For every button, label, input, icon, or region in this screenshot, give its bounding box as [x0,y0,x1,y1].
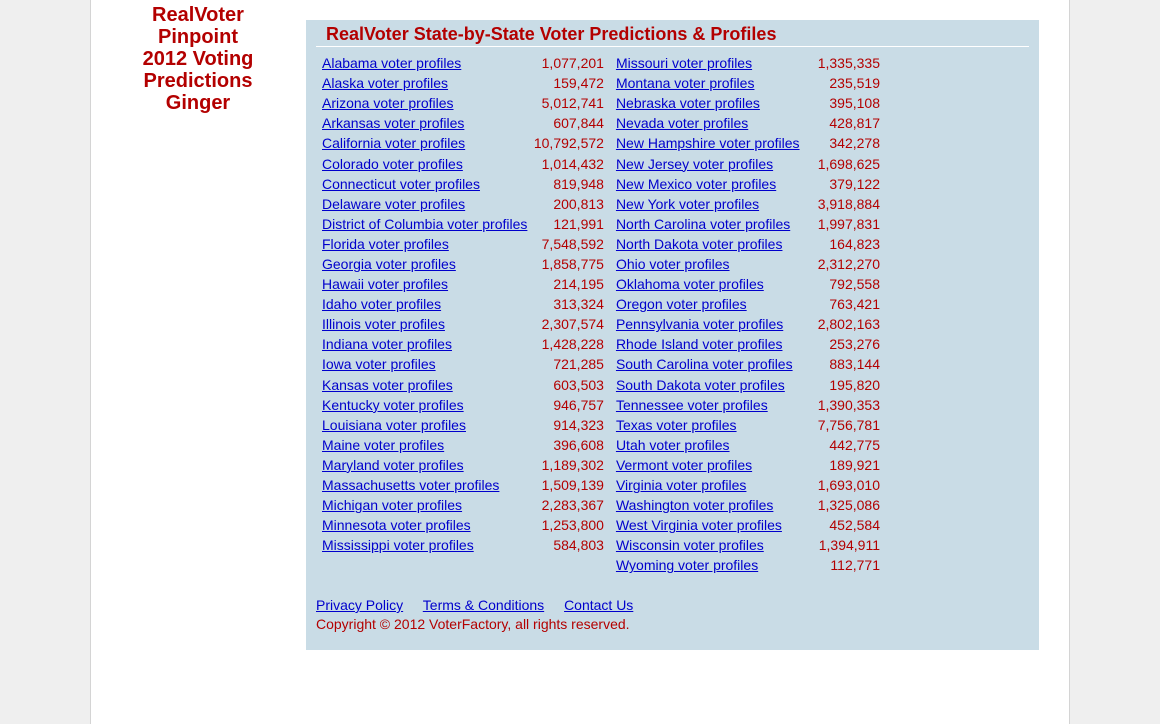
privacy-policy-link[interactable]: Privacy Policy [316,597,404,613]
voter-count: 379,122 [829,175,880,192]
voter-count: 200,813 [553,195,604,212]
state-link-cell [614,113,816,133]
state-profile-link[interactable]: Montana voter profiles [615,75,755,92]
table-row [320,153,890,173]
state-profile-link[interactable]: Alaska voter profiles [322,75,449,92]
state-profile-link[interactable]: Minnesota voter profiles [322,517,471,534]
contact-us-link[interactable]: Contact Us [564,597,634,613]
voter-count-cell [532,53,614,73]
state-link-cell [614,254,816,274]
voter-count: 1,698,625 [817,155,880,172]
state-link-cell [320,214,532,234]
voter-count: 792,558 [829,276,880,293]
state-profile-link[interactable]: Florida voter profiles [322,235,449,252]
state-profile-link[interactable]: Kansas voter profiles [322,376,453,393]
voter-count: 1,858,775 [541,255,604,272]
table-row [320,234,890,254]
brand-line: 2012 Voting [142,48,254,70]
voter-count-cell [816,194,890,214]
state-profile-link[interactable]: Arkansas voter profiles [322,115,465,132]
states-table [320,53,890,575]
voter-count-cell [532,555,614,575]
voter-count: 946,757 [553,396,604,413]
voter-count-cell [532,475,614,495]
voter-count-cell [816,234,890,254]
state-link-cell [614,294,816,314]
state-profile-link[interactable]: New Hampshire voter profiles [615,135,800,152]
state-link-cell [320,354,532,374]
state-link-cell [614,133,816,153]
voter-count-cell [816,93,890,113]
state-profile-link[interactable]: Tennessee voter profiles [615,396,768,413]
voter-count-cell [816,395,890,415]
voter-count: 1,509,139 [541,477,604,494]
voter-count: 1,325,086 [817,497,880,514]
voter-count: 195,820 [829,376,880,393]
state-link-cell [614,475,816,495]
state-link-cell [614,395,816,415]
state-profile-link[interactable]: Idaho voter profiles [322,296,442,313]
voter-count-cell [532,535,614,555]
table-row [320,455,890,475]
voter-count-cell [532,515,614,535]
state-link-cell [614,214,816,234]
voter-count-cell [816,214,890,234]
voter-count-cell [816,455,890,475]
state-profile-link[interactable]: Arizona voter profiles [322,95,454,112]
voter-count-cell [532,395,614,415]
state-link-cell [320,555,532,575]
voter-count-cell [816,515,890,535]
voter-count: 763,421 [829,296,880,313]
state-link-cell [320,53,532,73]
table-row [320,375,890,395]
voter-count: 1,428,228 [541,336,604,353]
voter-count-cell [816,334,890,354]
voter-count-cell [816,495,890,515]
state-link-cell [320,93,532,113]
voter-count: 159,472 [553,75,604,92]
state-link-cell [320,334,532,354]
state-link-cell [614,194,816,214]
state-profile-link[interactable]: Iowa voter profiles [322,356,436,373]
state-profile-link[interactable]: Connecticut voter profiles [322,175,480,192]
voter-count-cell [532,174,614,194]
voter-count: 1,394,911 [818,537,880,554]
state-link-cell [614,354,816,374]
state-profile-link[interactable]: Vermont voter profiles [615,456,753,473]
state-profile-link[interactable]: Virginia voter profiles [615,477,747,494]
state-profile-link[interactable]: North Dakota voter profiles [615,235,783,252]
voter-count: 189,921 [829,456,880,473]
state-link-cell [614,455,816,475]
table-row [320,334,890,354]
state-profile-link[interactable]: Hawaii voter profiles [322,276,449,293]
voter-count: 914,323 [553,416,604,433]
voter-count: 428,817 [829,115,880,132]
state-link-cell [320,415,532,435]
table-row [320,314,890,334]
voter-count: 2,307,574 [541,316,604,333]
state-link-cell [614,334,816,354]
voter-count-cell [816,555,890,575]
state-link-cell [320,234,532,254]
table-row [320,475,890,495]
state-profile-link[interactable]: Wyoming voter profiles [615,557,759,574]
state-link-cell [320,194,532,214]
state-profile-link[interactable]: Alabama voter profiles [322,55,462,72]
state-profile-link[interactable]: District of Columbia voter profiles [322,215,528,232]
voter-count-cell [532,495,614,515]
state-profile-link[interactable]: Kentucky voter profiles [322,396,464,413]
state-profile-link[interactable]: Nevada voter profiles [615,115,749,132]
state-profile-link[interactable]: New York voter profiles [615,195,760,212]
state-profile-link[interactable]: Illinois voter profiles [322,316,445,333]
state-link-cell [320,455,532,475]
voter-count: 1,335,335 [817,55,880,72]
table-row [320,354,890,374]
copyright-text: Copyright © 2012 VoterFactory, all rights reserved. [316,616,630,632]
voter-count-cell [532,254,614,274]
voter-count: 1,997,831 [817,215,880,232]
state-link-cell [614,415,816,435]
brand-line: Pinpoint [158,26,238,48]
voter-count-cell [532,294,614,314]
table-row [320,435,890,455]
voter-count-cell [532,435,614,455]
table-row [320,113,890,133]
state-link-cell [320,174,532,194]
voter-count-cell [816,274,890,294]
voter-count: 603,503 [553,376,604,393]
state-profile-link[interactable]: Michigan voter profiles [322,497,463,514]
voter-count: 396,608 [553,436,604,453]
state-link-cell [614,535,816,555]
voter-count: 607,844 [553,115,604,132]
state-profile-link[interactable]: Utah voter profiles [615,436,730,453]
voter-count: 1,693,010 [817,477,880,494]
voter-count-cell [816,375,890,395]
state-profile-link[interactable]: Maine voter profiles [322,436,445,453]
state-profile-link[interactable]: New Mexico voter profiles [615,175,777,192]
voter-count-cell [816,535,890,555]
state-profile-link[interactable]: Georgia voter profiles [322,255,456,272]
state-link-cell [614,53,816,73]
voter-count: 342,278 [829,135,880,152]
voter-count-cell [532,415,614,435]
table-row [320,73,890,93]
voter-count: 883,144 [829,356,880,373]
title-divider [316,46,1029,47]
state-link-cell [614,515,816,535]
voter-count-cell [532,153,614,173]
table-row [320,174,890,194]
table-row [320,93,890,113]
state-link-cell [614,274,816,294]
state-link-cell [320,395,532,415]
voter-count-cell [532,314,614,334]
table-row [320,274,890,294]
footer-links [316,597,649,613]
state-profile-link[interactable]: Ohio voter profiles [615,255,730,272]
voter-count: 214,195 [553,276,604,293]
voter-count-cell [532,234,614,254]
voter-count: 235,519 [829,75,880,92]
state-link-cell [614,234,816,254]
table-row [320,415,890,435]
voter-count-cell [532,113,614,133]
voter-count: 112,771 [830,557,880,574]
voter-count-cell [532,93,614,113]
state-profile-link[interactable]: Oklahoma voter profiles [615,276,764,293]
state-link-cell [320,314,532,334]
voter-count: 395,108 [829,95,880,112]
state-profile-link[interactable]: Indiana voter profiles [322,336,452,353]
voter-count: 1,253,800 [541,517,604,534]
table-row [320,515,890,535]
state-profile-link[interactable]: Louisiana voter profiles [322,416,466,433]
voter-count: 5,012,741 [541,95,604,112]
state-link-cell [614,73,816,93]
state-profile-link[interactable]: South Dakota voter profiles [615,376,785,393]
voter-count-cell [816,314,890,334]
state-profile-link[interactable]: Nebraska voter profiles [615,95,760,112]
voter-count: 442,775 [829,436,880,453]
voter-count-cell [816,113,890,133]
voter-count-cell [816,475,890,495]
state-profile-link[interactable]: West Virginia voter profiles [615,517,782,534]
state-profile-link[interactable]: Texas voter profiles [615,416,737,433]
state-profile-link[interactable]: Mississippi voter profiles [322,537,474,554]
state-profile-link[interactable]: Colorado voter profiles [322,155,463,172]
state-link-cell [614,153,816,173]
table-row [320,53,890,73]
voter-count-cell [816,174,890,194]
voter-count: 313,324 [553,296,604,313]
voter-count: 584,803 [553,537,604,554]
state-link-cell [320,375,532,395]
content-panel [306,20,1039,650]
voter-count-cell [532,133,614,153]
brand-block [131,4,265,114]
voter-count-cell [816,435,890,455]
table-row [320,555,890,575]
voter-count: 819,948 [553,175,604,192]
table-row [320,133,890,153]
voter-count-cell [816,294,890,314]
state-link-cell [614,555,816,575]
table-row [320,495,890,515]
state-profile-link[interactable]: Wisconsin voter profiles [615,537,764,554]
brand-line: Predictions [143,70,253,92]
voter-count-cell [816,354,890,374]
voter-count-cell [532,73,614,93]
voter-count-cell [532,194,614,214]
table-row [320,194,890,214]
state-profile-link[interactable]: South Carolina voter profiles [615,356,793,373]
state-profile-link[interactable]: Massachusetts voter profiles [322,477,500,494]
voter-count-cell [532,455,614,475]
voter-count: 1,014,432 [541,155,604,172]
voter-count-cell [816,415,890,435]
brand-line: RealVoter [152,4,244,26]
page-container [90,0,1070,724]
table-row [320,214,890,234]
state-link-cell [320,153,532,173]
voter-count-cell [816,53,890,73]
table-row [320,294,890,314]
state-link-cell [320,475,532,495]
voter-count: 164,823 [829,235,880,252]
state-link-cell [320,294,532,314]
voter-count: 1,390,353 [817,396,880,413]
state-profile-link[interactable]: Missouri voter profiles [615,55,753,72]
voter-count-cell [532,375,614,395]
voter-count-cell [532,274,614,294]
voter-count: 3,918,884 [817,195,880,212]
state-link-cell [320,254,532,274]
voter-count-cell [816,73,890,93]
state-link-cell [614,435,816,455]
state-profile-link[interactable]: North Carolina voter profiles [615,215,791,232]
state-link-cell [320,113,532,133]
table-row [320,254,890,274]
state-link-cell [614,93,816,113]
state-profile-link[interactable]: Rhode Island voter profiles [615,336,783,353]
voter-count-cell [532,334,614,354]
state-link-cell [320,495,532,515]
voter-count: 7,756,781 [817,416,880,433]
voter-count: 2,283,367 [541,497,604,514]
state-profile-link[interactable]: Pennsylvania voter profiles [615,316,784,333]
voter-count: 1,077,201 [541,55,604,72]
voter-count-cell [532,354,614,374]
voter-count: 121,991 [553,215,604,232]
voter-count: 1,189,302 [541,456,604,473]
page-title: RealVoter State-by-State Voter Predictions & Profiles [326,24,777,44]
state-link-cell [614,314,816,334]
state-link-cell [614,174,816,194]
brand-line: Ginger [165,92,231,114]
state-profile-link[interactable]: Washington voter profiles [615,497,774,514]
state-profile-link[interactable]: Maryland voter profiles [322,456,464,473]
voter-count: 7,548,592 [541,235,604,252]
voter-count: 452,584 [829,517,880,534]
table-row [320,535,890,555]
voter-count: 721,285 [553,356,604,373]
state-link-cell [614,375,816,395]
terms-conditions-link[interactable]: Terms & Conditions [422,597,545,613]
state-link-cell [320,274,532,294]
table-row [320,395,890,415]
state-link-cell [320,435,532,455]
voter-count: 2,802,163 [817,316,880,333]
state-link-cell [320,73,532,93]
voter-count-cell [816,254,890,274]
voter-count: 253,276 [829,336,880,353]
state-profile-link[interactable]: New Jersey voter profiles [615,155,774,172]
voter-count: 10,792,572 [533,135,604,152]
state-profile-link[interactable]: Delaware voter profiles [322,195,466,212]
state-profile-link[interactable]: California voter profiles [322,135,466,152]
voter-count: 2,312,270 [817,255,880,272]
state-profile-link[interactable]: Oregon voter profiles [615,296,747,313]
state-link-cell [320,535,532,555]
voter-count-cell [532,214,614,234]
state-link-cell [320,515,532,535]
voter-count-cell [816,133,890,153]
state-link-cell [320,133,532,153]
voter-count-cell [816,153,890,173]
state-link-cell [614,495,816,515]
